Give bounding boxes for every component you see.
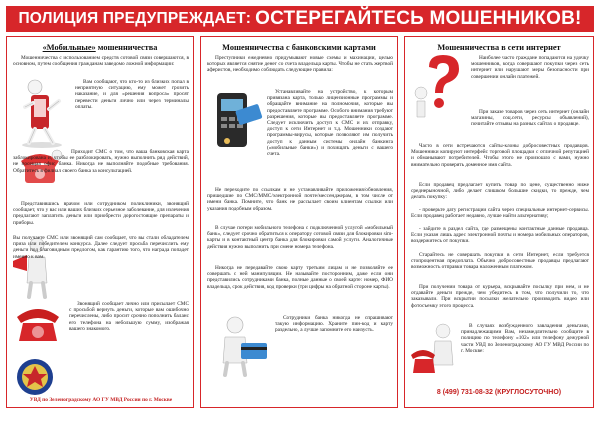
mobile-fraud-title-a: «Мобильные» (42, 43, 96, 52)
internet-fraud-intro: Наиболее часто граждане попадаются на удочку мошенников, когда совершают покупки через сеть интернет или нарушают меры безопасности при совершении онлайн платежей. (471, 55, 589, 80)
bank-card-lost-phone: В случае потери мобильного телефона с подключенной услугой «мобильный банк», следует срочно обратиться к оператору сотовой связи для блокировки sim-карты и в контактный центр банка для блокировки самой услуги. Аналогичные действия нужно выполнить при смене номера телефона. (207, 225, 393, 250)
internet-fraud-reviews: При заказе товаров через сеть интернет (онлайн магазины, соц.сети, ресурсы объявлений), почитайте отзывы на разных сайтах о продавце. (471, 109, 589, 128)
internet-fraud-check-contacts: - зайдите в раздел сайта, где размещены контактные данные продавца. Если указан лишь адрес электронной почты и номера мобильных операторов, воздержитесь от покупки. (411, 226, 589, 245)
figure-question-mark-icon (409, 53, 471, 123)
mobile-fraud-column (6, 36, 194, 408)
mobile-fraud-doctor: Представившись врачом или сотрудником поликлиники, звонящий сообщает, что у вас или ваших близких серьезное заболевание, для излечения предлагают заплатить деньги или приобрести дорогостоящие препараты и приборы. (13, 201, 189, 226)
internet-fraud-prepayment: Старайтесь не совершать покупки в сети Интернет, если требуется стопроцентная предоплата. Обычно добросовестные продавцы предлагают возможность отправки товара наложенным платежом. (411, 252, 589, 271)
internet-fraud-check-registration: - проверьте дату регистрации сайта через специальные интернет-сервисы. Если продавец работает недавно, лучше найти альтернативу; (411, 207, 589, 220)
mobile-fraud-title-b: мошенничества (95, 43, 158, 52)
bank-card-intro: Преступники ежедневно придумывают новые схемы и махинации, целью которых является снятие денег со счета владельца карты. Чтобы не стать жертвой аферистов, необходимо соблюдать следующие правила: (207, 55, 393, 74)
banner-part1: ПОЛИЦИЯ ПРЕДУПРЕЖДАЕТ: (18, 10, 252, 27)
internet-fraud-courier: При получении товара от курьера, вскрывайте посылку при нем, и не отдавайте деньги прежде, чем убедитесь в том, что получили то, что заказывали. При вскрытии посылки желательно производить видео или фотосъемку этого процесса. (411, 284, 589, 309)
mobile-fraud-prize: Вы получаете СМС или звонящий сам сообщает, что вы стали обладателем приза или победителем конкурса. Далее следует просьба перечислить ему деньги под благовидным предлогом, как гарантию того, что награда попадет именно к вам. (13, 235, 189, 260)
internet-fraud-clone-sites: Часто в сети встречаются сайты-клоны добросовестных продавцов. Мошенники копируют интерфейс торговой площадки с отличной репутацией и обманывают потребителей. Чтобы этого не произошло с вами, нужно внимательно проверять доменное имя сайта. (411, 143, 589, 168)
bank-card-links: Не переходите по ссылкам и не устанавливайте приложения/обновления, пришедшие по СМС/ММС/электронной почте/мессенджерам, в том числе от имени банка. Помните, что банк не рассылает своим клиентам ссылки или указания подобным образом. (207, 187, 393, 212)
card-terminal-icon (207, 89, 263, 151)
mobile-fraud-intro: Мошенничества с использованием средств сотовой связи совершаются, в основном, путем сообщения гражданам заведомо ложной информации: (13, 55, 189, 68)
police-emblem-icon (15, 357, 55, 397)
issuer-footer: УВД по Зеленоградскому АО ГУ МВД России по г. Москве (29, 397, 173, 403)
mobile-fraud-card-blocked: Приходит СМС о том, что ваша банковская карта заблокирована и, чтобы ее разблокировать, нужно выполнить ряд действий, не посещая офис банка. Никогда не выполняйте подобные требования. Обратитесь в филиал своего банка за консультацией. (13, 149, 189, 174)
mobile-fraud-title (9, 43, 191, 52)
internet-fraud-column (404, 36, 594, 408)
internet-fraud-title: Мошенничества в сети интернет (437, 43, 561, 52)
figure-card-thief-icon (205, 313, 271, 377)
bank-card-fraud-title: Мошенничества с банковскими картами (222, 43, 376, 52)
bank-card-third-parties: Никогда не передавайте свою карту третьим лицам и не позволяйте ее совершать с ней манипуляции. Не называйте посторонним, даже если они представились сотрудниками банка, полные данные о своей карте: номер, ФИО владельца, срок действия, код проверки (три цифры на обратной стороне карты). (207, 265, 393, 290)
internet-fraud-low-price: Если продавец предлагает купить товар по цене, существенно ниже среднерыночной, либо делает слишком большие скидки, то прежде, чем делать покупку: (411, 182, 589, 201)
bank-card-fraud-column (200, 36, 398, 408)
hotline-number: 8 (499) 731-08-32 (КРУГЛОСУТОЧНО) (436, 389, 562, 396)
warning-banner (6, 6, 594, 32)
figure-phone-running-icon (13, 77, 71, 149)
mobile-fraud-refund: Звонящий сообщает лично или присылает СМС с просьбой вернуть деньги, которые вам ошибочно перечислены, либо просит срочно пополнить баланс его телефона на небольшую сумму, изображая вашего знакомого. (69, 301, 189, 332)
internet-fraud-report: В случаях возбужденного завладения деньгами, принадлежащими Вам, незамедлительно сообщите в полицию по телефону «102» или телефону дежурной части УВД по Зеленоградскому АО ГУ МВД России по г. Москве: (461, 323, 589, 354)
banner-part2: ОСТЕРЕГАЙТЕСЬ МОШЕННИКОВ! (255, 8, 582, 29)
bank-card-licensed-apps: Устанавливайте на устройство, к которым привязана карта, только лицензионные программы и обращайте внимание на полномочия, которые вы предоставляете программе. Особого внимания требуют разрешения, которые вы предоставляете программе. Следует исключить доступ к СМС и их отправку, доступ к сети Интернет и т.д. Мошенники создают программы-вирусы, которые позволяют им получить доступ к данным системы онлайн банкинга («мобильные банки») и похищать деньги с вашего счета. (267, 89, 393, 158)
figure-red-phone-icon (409, 321, 459, 379)
bank-card-pin: Сотрудники банка никогда не спрашивают такую информацию. Храните пин-код и карту раздельно, а лучше запомните его наизусть. (275, 315, 393, 334)
mobile-fraud-relative: Вам сообщают, что кто-то из близких попал в неприятную ситуацию, ему может грозить наказание, и для «решения вопроса» просят перевести деньги лично или через терминалы оплаты. (75, 79, 189, 110)
red-phone-icon (13, 299, 63, 345)
